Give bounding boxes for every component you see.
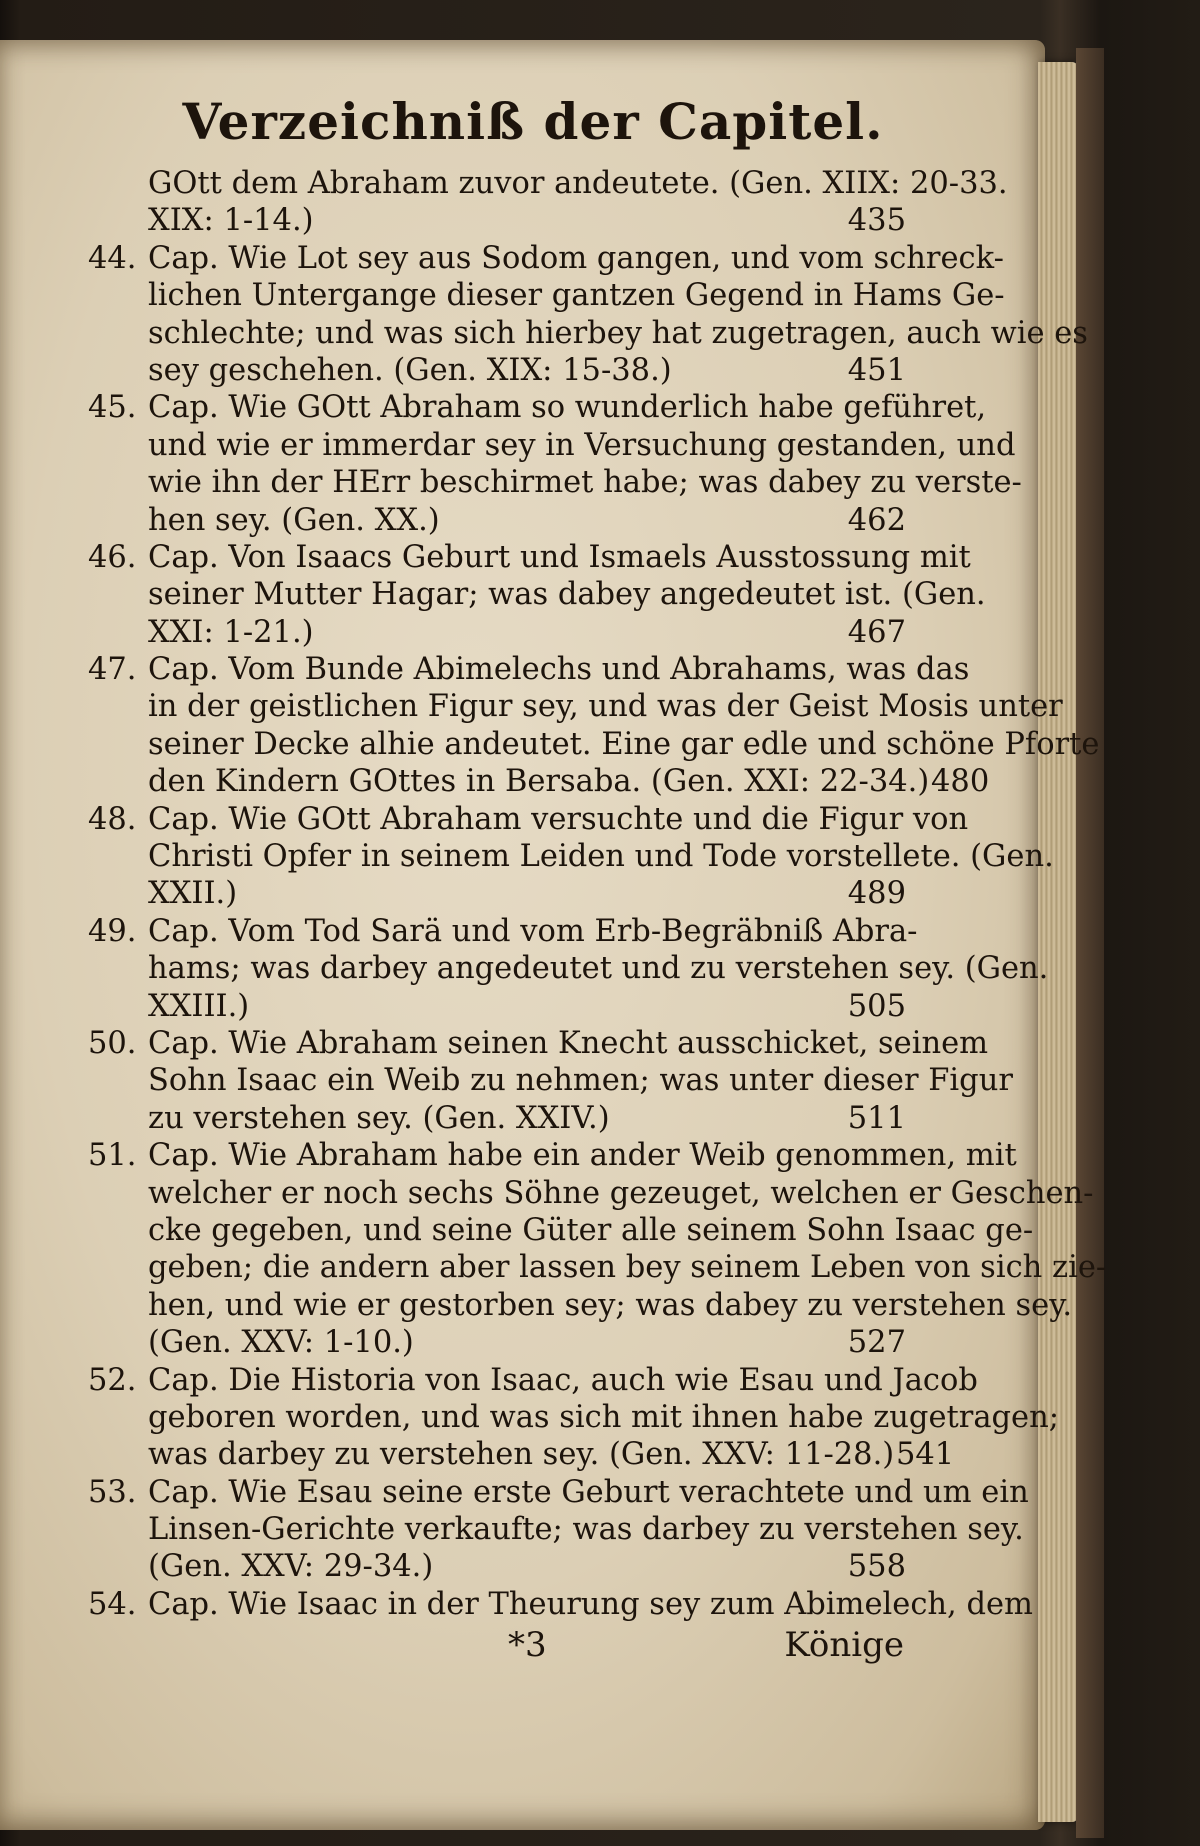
page-number: 435 [847, 203, 906, 239]
chapter-text: (Gen. XXV: 29-34.) [148, 1549, 434, 1585]
chapter-text: Cap. Wie Isaac in der Theurung sey zum Abimelech, dem [148, 1586, 1033, 1622]
chapter-line [88, 202, 908, 239]
page-number: 480 [931, 764, 990, 800]
chapter-text: Cap. Wie Abraham seinen Knecht ausschicket, seinem [148, 1025, 989, 1061]
chapter-line [88, 165, 1008, 202]
chapter-line [88, 1362, 978, 1399]
chapter-text: XIX: 1-14.) [148, 203, 314, 239]
chapter-line [88, 1212, 1034, 1249]
chapter-line [88, 950, 1049, 987]
chapter-text: Sohn Isaac ein Weib zu nehmen; was unter dieser Figur [148, 1063, 1013, 1099]
chapter-line [88, 988, 908, 1025]
page-number: 505 [847, 988, 906, 1024]
chapter-list [88, 165, 1107, 1623]
chapter-number: 52. [88, 1362, 137, 1398]
page-number: 558 [847, 1549, 906, 1585]
page-number: 541 [895, 1437, 955, 1473]
chapter-text: was darbey zu verstehen sey. (Gen. XXV: 11-28.) [148, 1437, 895, 1473]
page-number: 467 [847, 614, 906, 650]
chapter-number: 53. [88, 1474, 137, 1510]
chapter-number: 46. [88, 539, 137, 575]
chapter-text: Cap. Die Historia von Isaac, auch wie Esau und Jacob [148, 1362, 978, 1398]
chapter-line [88, 1324, 908, 1361]
chapter-text: Cap. Von Isaacs Geburt und Ismaels Ausstossung mit [148, 539, 971, 575]
chapter-text: in der geistlichen Figur sey, und was der Geist Mosis unter [148, 689, 1063, 725]
chapter-line [88, 502, 908, 539]
chapter-text: sey geschehen. (Gen. XIX: 15-38.) [148, 352, 672, 388]
chapter-text: hen sey. (Gen. XX.) [148, 502, 440, 538]
chapter-line [88, 1062, 1013, 1099]
chapter-line [88, 726, 1100, 763]
chapter-text: Cap. Wie Abraham habe ein ander Weib genommen, mit [148, 1138, 1017, 1174]
page-number: 489 [847, 876, 906, 912]
chapter-line [88, 801, 969, 838]
chapter-line [88, 763, 990, 800]
chapter-line [88, 1436, 955, 1473]
chapter-text: geboren worden, und was sich mit ihnen habe zugetragen; [148, 1399, 1060, 1435]
chapter-text: wie ihn der HErr beschirmet habe; was dabey zu verste- [148, 465, 1022, 501]
chapter-line [88, 464, 1022, 501]
page-text [88, 92, 1107, 1666]
chapter-line [88, 1474, 1029, 1511]
chapter-line [88, 838, 1054, 875]
chapter-number: 49. [88, 913, 137, 949]
chapter-line [88, 875, 908, 912]
chapter-line [88, 1025, 989, 1062]
chapter-text: cke gegeben, und seine Güter alle seinem Sohn Isaac ge- [148, 1212, 1034, 1248]
chapter-text: Cap. Wie Lot sey aus Sodom gangen, und vom schreck- [148, 240, 1004, 276]
chapter-text: (Gen. XXV: 1-10.) [148, 1325, 414, 1361]
chapter-line [88, 576, 986, 613]
page-number: 527 [847, 1325, 906, 1361]
chapter-line [88, 614, 908, 651]
chapter-text: Cap. Wie GOtt Abraham versuchte und die Figur von [148, 801, 969, 837]
page-footer [88, 1625, 908, 1665]
chapter-text: welcher er noch sechs Söhne gezeuget, welchen er Geschen- [148, 1175, 1094, 1211]
chapter-text: seiner Decke alhie andeutet. Eine gar edle und schöne Pforte [148, 726, 1100, 762]
chapter-line [88, 539, 971, 576]
chapter-text: seiner Mutter Hagar; was dabey angedeutet ist. (Gen. [148, 577, 986, 613]
chapter-text: und wie er immerdar sey in Versuchung gestanden, und [148, 427, 1016, 463]
chapter-line [88, 352, 908, 389]
catchword: Könige [784, 1625, 904, 1666]
chapter-text: Christi Opfer in seinem Leiden und Tode vorstellete. (Gen. [148, 839, 1054, 875]
chapter-text: lichen Untergange dieser gantzen Gegend in Hams Ge- [148, 278, 1005, 314]
page-number: 511 [847, 1100, 906, 1136]
chapter-line [88, 1249, 1107, 1286]
page-number: 462 [847, 502, 906, 538]
chapter-line [88, 1548, 908, 1585]
chapter-number: 50. [88, 1025, 137, 1061]
page-number: 451 [847, 352, 906, 388]
chapter-number: 51. [88, 1138, 137, 1174]
chapter-text: GOtt dem Abraham zuvor andeutete. (Gen. XIIX: 20-33. [148, 166, 1008, 201]
chapter-line [88, 1511, 1024, 1548]
chapter-line [88, 1399, 1060, 1436]
chapter-line [88, 1175, 1094, 1212]
chapter-line [88, 315, 1088, 352]
chapter-text: Linsen-Gerichte verkaufte; was darbey zu verstehen sey. [148, 1512, 1024, 1548]
chapter-text: geben; die andern aber lassen bey seinem Leben von sich zie- [148, 1250, 1107, 1286]
chapter-text: zu verstehen sey. (Gen. XXIV.) [148, 1100, 610, 1136]
chapter-text: Cap. Wie GOtt Abraham so wunderlich habe geführet, [148, 390, 987, 426]
chapter-text: hams; was darbey angedeutet und zu verstehen sey. (Gen. [148, 951, 1049, 987]
chapter-line [88, 240, 1004, 277]
chapter-number: 48. [88, 801, 137, 837]
chapter-line [88, 389, 987, 426]
chapter-line [88, 277, 1005, 314]
chapter-text: Cap. Wie Esau seine erste Geburt verachtete und um ein [148, 1474, 1029, 1510]
chapter-text: XXI: 1-21.) [148, 614, 314, 650]
chapter-number: 45. [88, 390, 137, 426]
chapter-text: hen, und wie er gestorben sey; was dabey zu verstehen sey. [148, 1287, 1073, 1323]
chapter-line [88, 1100, 908, 1137]
signature-mark: *3 [508, 1625, 547, 1666]
chapter-number: 47. [88, 652, 137, 688]
chapter-text: schlechte; und was sich hierbey hat zugetragen, auch wie es [148, 315, 1088, 351]
chapter-line [88, 651, 970, 688]
chapter-text: XXII.) [148, 876, 238, 912]
chapter-line [88, 427, 1016, 464]
chapter-text: Cap. Vom Bunde Abimelechs und Abrahams, was das [148, 652, 970, 688]
chapter-line [88, 1137, 1017, 1174]
chapter-text: XXIII.) [148, 988, 250, 1024]
chapter-line [88, 1586, 1033, 1623]
page-header: Verzeichniß der Capitel. [182, 92, 884, 151]
chapter-text: Cap. Vom Tod Sarä und vom Erb-Begräbniß Abra- [148, 913, 918, 949]
chapter-number: 54. [88, 1586, 137, 1622]
chapter-line [88, 688, 1063, 725]
chapter-line [88, 913, 918, 950]
chapter-text: den Kindern GOttes in Bersaba. (Gen. XXI: 22-34.) [148, 764, 930, 800]
chapter-line [88, 1287, 1073, 1324]
chapter-number: 44. [88, 240, 137, 276]
